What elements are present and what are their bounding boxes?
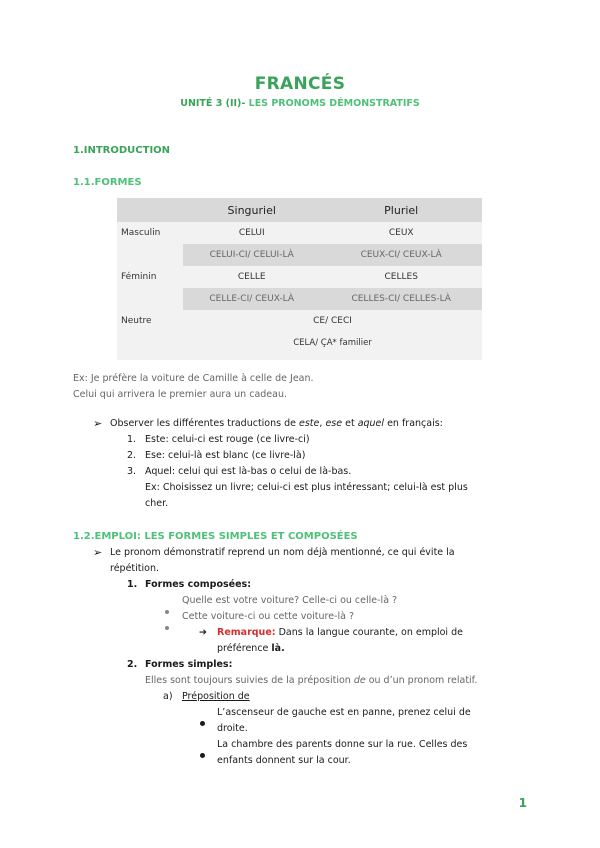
- section-heading-formes: 1.1.FORMES: [73, 177, 142, 188]
- list-item-number: 1.: [127, 434, 137, 445]
- bullet-dot-icon: [165, 626, 169, 630]
- list-item-cont: droite.: [217, 723, 248, 734]
- sublist-label: a): [163, 691, 173, 702]
- preposition-label: Préposition de: [182, 691, 250, 702]
- table-cell: CELLES: [320, 266, 482, 288]
- table-cell: CELUI-CI/ CELUI-LÀ: [183, 244, 320, 266]
- bullet-dot-icon: [200, 753, 205, 758]
- remarque-note: Remarque: Dans la langue courante, on emploi de: [217, 627, 463, 638]
- list-item: La chambre des parents donne sur la rue. Celles des: [217, 739, 468, 750]
- table-row: [117, 288, 482, 310]
- list-item: Ese: celui-là est blanc (ce livre-là): [145, 450, 306, 461]
- list-item: Este: celui-ci est rouge (ce livre-ci): [145, 434, 310, 445]
- table-cell: CE/ CECI: [183, 310, 482, 332]
- table-cell: CELA/ ÇA* familier: [183, 332, 482, 354]
- emploi-intro: Le pronom démonstratif reprend un nom déjà mentionné, ce qui évite la: [110, 547, 455, 558]
- arrow-bullet-icon: ➢: [93, 417, 103, 430]
- example-line: Ex: Je préfère la voiture de Camille à celle de Jean.: [73, 373, 314, 384]
- table-row: [117, 332, 482, 354]
- row-label-feminin: Féminin: [117, 266, 183, 288]
- unit-subtitle: [0, 98, 600, 109]
- list-item-number: 2.: [127, 659, 138, 670]
- row-label-neutre: Neutre: [117, 310, 183, 332]
- col-plural-header: Pluriel: [320, 198, 482, 222]
- arrow-right-icon: ➔: [199, 627, 207, 638]
- list-item-number: 3.: [127, 466, 137, 477]
- table-row: [117, 310, 482, 332]
- table-cell: CELLE: [183, 266, 320, 288]
- table-row: [117, 222, 482, 244]
- example-line: Celui qui arrivera le premier aura un cadeau.: [73, 389, 288, 400]
- list-item-number: 2.: [127, 450, 137, 461]
- section-heading-emploi: 1.2.EMPLOI: LES FORMES SIMPLES ET COMPOSÉES: [73, 531, 358, 542]
- list-item: Aquel: celui qui est là-bas o celui de là-bas.: [145, 466, 352, 477]
- table-cell: CELLES-CI/ CELLES-LÀ: [320, 288, 482, 310]
- list-item: L’ascenseur de gauche est en panne, prenez celui de: [217, 707, 471, 718]
- remarque-label: Remarque:: [217, 627, 276, 638]
- row-label-masculin: Masculin: [117, 222, 183, 244]
- table-header-row: [117, 198, 482, 222]
- bullet-dot-icon: [165, 610, 169, 614]
- bullet-dot-icon: [200, 721, 205, 726]
- list-item-cont: enfants donnent sur la cour.: [217, 755, 351, 766]
- table-cell: CELUI: [183, 222, 320, 244]
- table-cell: CEUX-CI/ CEUX-LÀ: [320, 244, 482, 266]
- list-item-example-cont: cher.: [145, 498, 169, 509]
- table-cell: CELLE-CI/ CEUX-LÀ: [183, 288, 320, 310]
- remarque-note-cont: préférence là.: [217, 643, 285, 654]
- emploi-arrow: [93, 546, 102, 559]
- table-row: [117, 266, 482, 288]
- subtitle-main: LES PRONOMS DÉMONSTRATIFS: [245, 98, 420, 109]
- arrow-bullet-icon: ➢: [93, 546, 103, 559]
- list-item-number: 1.: [127, 579, 138, 590]
- table-row: [117, 244, 482, 266]
- page-number: 1: [518, 796, 527, 810]
- list-item: Cette voiture-ci ou cette voiture-là ?: [182, 611, 355, 622]
- list-item-example: Ex: Choisissez un livre; celui-ci est plus intéressant; celui-là est plus: [145, 482, 468, 493]
- observe-arrow: [93, 417, 102, 430]
- list-item: Quelle est votre voiture? Celle-ci ou celle-là ?: [182, 595, 398, 606]
- simples-title: Formes simples:: [145, 659, 233, 670]
- emploi-intro-cont: répétition.: [110, 563, 159, 574]
- subtitle-prefix: UNITÉ 3 (II)-: [180, 98, 246, 109]
- observe-intro: Observer les différentes traductions de este, ese et aquel en français:: [110, 418, 443, 429]
- section-heading-introduction: 1.INTRODUCTION: [73, 145, 171, 156]
- composees-title: Formes composées:: [145, 579, 251, 590]
- table-cell: CEUX: [320, 222, 482, 244]
- col-singular-header: Singuriel: [183, 198, 320, 222]
- page-title: FRANCÉS: [254, 74, 346, 94]
- forms-table: [117, 198, 482, 360]
- simples-intro: Elles sont toujours suivies de la préposition de ou d’un pronom relatif.: [145, 675, 478, 686]
